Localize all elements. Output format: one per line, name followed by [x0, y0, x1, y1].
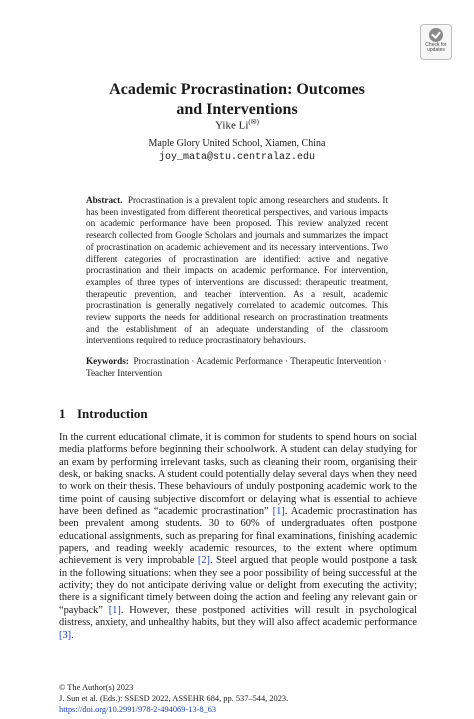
- body-text-5: .: [71, 629, 74, 641]
- body-text-2: . Academic procrastination has been prevalent among students. 30 to 60% of undergraduates often postpone educational assignments, such as preparing for final examinations, finishing academic papers, and reading weekly academic resources, to the extent where optimum achievement is very improbable: [59, 506, 418, 567]
- citation-link-2[interactable]: [2]: [197, 555, 211, 567]
- affiliation: Maple Glory United School, Xiamen, China: [148, 138, 326, 149]
- abstract-text: Procrastination is a prevalent topic among researchers and students. It has been investigated from different theoretical perspectives, and various impacts on academic performance have been proposed. This review analyzed recent research collected from Google Scholars and journals and summarizes the impact of procrastination on academic achievement and its necessary interventions. Two different categories of procrastination are identified: active and negative procrastination and their impacts on academic performance. For intervention, examples of three types of interventions are discussed: therapeutic treatment, therapeutic prevention, and teacher intervention. As a result, academic procrastination is generally negatively correlated to academic outcomes. This review supports the needs for additional research on procrastination treatments and the establishment of an adequate understanding of the classroom interventions required to reduce procrastinatory behaviours.: [86, 195, 388, 346]
- author-email[interactable]: joy_mata@stu.centralaz.edu: [158, 152, 316, 163]
- citation-link-3[interactable]: [1]: [108, 604, 121, 616]
- keywords-text: Procrastination · Academic Performance · Therapeutic Intervention · Teacher Intervention: [86, 356, 387, 378]
- footer-doi-link[interactable]: https://doi.org/10.2991/978-2-494069-13-8_63: [59, 705, 217, 714]
- author-name: Yike Li: [215, 119, 249, 132]
- section-title: Introduction: [77, 406, 148, 421]
- body-text-3: . Steel argued that people would postpone a task in the following situations: when they see a poor possibility of being successful at the activity; they do not anticipate deriving value or delight from executing the activity; there is a significant timely between doing the action and feeling any relevant gain or “payback”: [59, 555, 417, 616]
- section-number: 1: [59, 406, 66, 421]
- author: [0, 118, 474, 132]
- citation-link-1[interactable]: [1]: [272, 506, 285, 518]
- title-line2: and Interventions: [176, 101, 298, 118]
- title-line1: Academic Procrastination: Outcomes: [109, 81, 365, 98]
- body-text-1: In the current educational climate, it is common for students to spend hours on social media platforms before beginning their schoolwork. A student can delay studying for an exam by performing irrelevant tasks, such as cleaning their room, organising their desk, or baking snacks. A student could potentially delay several days when they need to work on their thesis. These behaviours of unduly postponing academic work to the time point of causing subjective discomfort or delaying what is essential to achieve have been defined as “academic procrastination”: [59, 432, 417, 518]
- section-heading: [59, 406, 148, 422]
- check-for-updates-badge[interactable]: [420, 24, 452, 60]
- badge-line1: Check for: [425, 42, 447, 48]
- abstract-label: Abstract.: [86, 195, 123, 205]
- body-paragraph: [59, 432, 417, 642]
- footer-copyright: © The Author(s) 2023: [59, 683, 134, 692]
- check-icon: [429, 28, 443, 42]
- footer-citation: J. Sun et al. (Eds.): SSESD 2022, ASSEHR 684, pp. 537–544, 2023.: [59, 694, 289, 703]
- envelope-icon[interactable]: (✉): [248, 118, 259, 126]
- paper-title: [0, 80, 474, 120]
- citation-link-4[interactable]: [3]: [59, 629, 72, 641]
- abstract: [86, 195, 388, 347]
- keywords: [86, 356, 388, 379]
- body-text-4: . However, these postponed activities will result in psychological distress, anxiety, and unhealthy habits, but they will also affect academic performance: [59, 604, 417, 629]
- keywords-label: Keywords:: [86, 356, 129, 366]
- badge-line2: updates: [427, 47, 445, 53]
